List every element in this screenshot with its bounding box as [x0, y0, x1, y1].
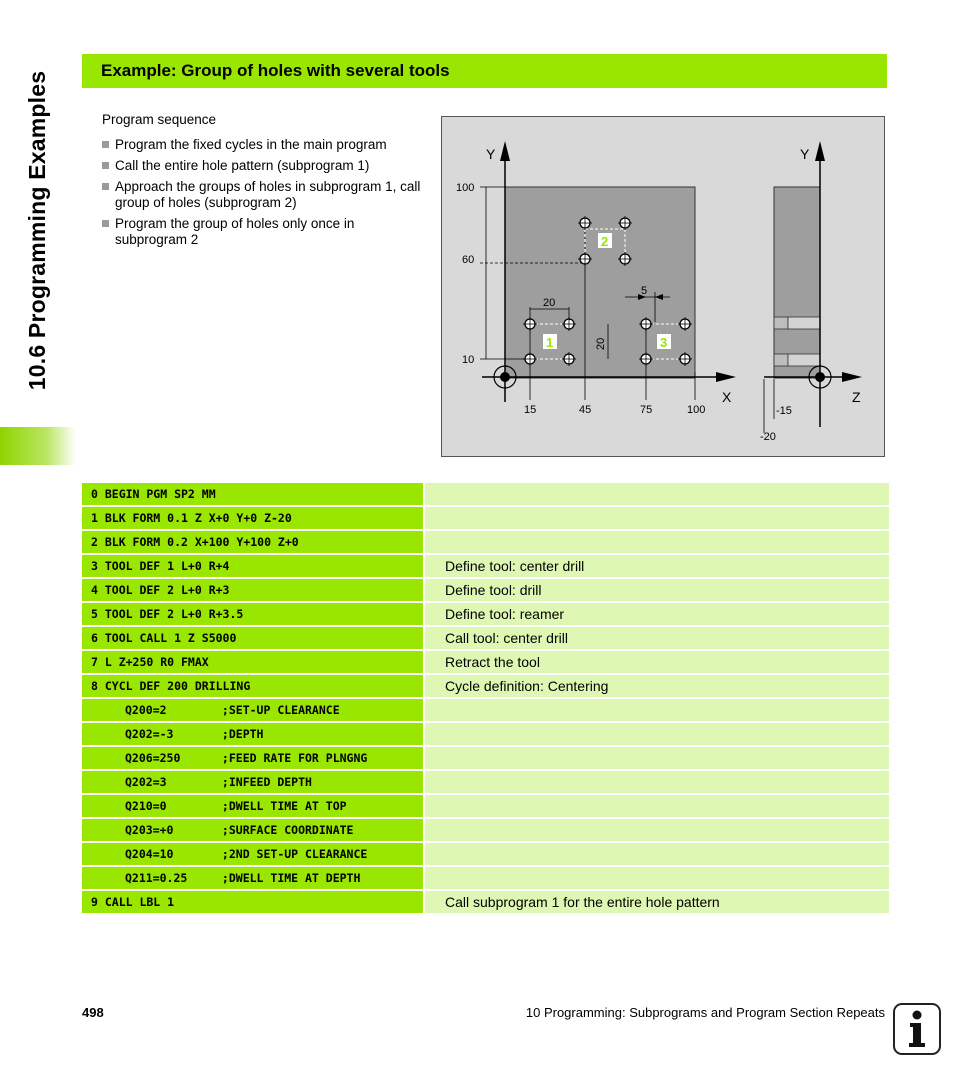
program-row [82, 867, 889, 889]
program-row [82, 843, 889, 865]
chapter-side-title [10, 40, 66, 420]
program-code: 9 CALL LBL 1 [82, 891, 423, 913]
program-row [82, 603, 889, 625]
program-comment: Define tool: drill [425, 579, 889, 601]
axis-y-side-label: Y [800, 146, 810, 162]
program-row [82, 483, 889, 505]
info-icon-glyph [902, 1009, 932, 1049]
z-label-20: -20 [760, 431, 776, 443]
program-row [82, 651, 889, 673]
program-row [82, 747, 889, 769]
program-code: 8 CYCL DEF 200 DRILLING [82, 675, 423, 697]
program-comment: Cycle definition: Centering [425, 675, 889, 697]
dim-20-v-label: 20 [595, 337, 607, 350]
program-code: Q204=10 ;2ND SET-UP CLEARANCE [82, 843, 423, 865]
intro-bullet: Approach the groups of holes in subprogram 1, call group of holes (subprogram 2) [102, 179, 422, 211]
program-code: 3 TOOL DEF 1 L+0 R+4 [82, 555, 423, 577]
program-comment [425, 483, 889, 505]
z-axis-arrow [842, 372, 862, 382]
origin-marker-dot [500, 372, 510, 382]
program-code: Q211=0.25 ;DWELL TIME AT DEPTH [82, 867, 423, 889]
program-comment: Call tool: center drill [425, 627, 889, 649]
y-axis-arrow [500, 141, 510, 161]
origin-marker-side-dot [815, 372, 825, 382]
program-listing [82, 483, 889, 915]
side-y-axis-arrow [815, 141, 825, 161]
section-header [82, 54, 887, 88]
program-comment [425, 699, 889, 721]
program-row [82, 819, 889, 841]
program-row [82, 771, 889, 793]
program-code: Q202=-3 ;DEPTH [82, 723, 423, 745]
x-label-15: 15 [524, 404, 537, 416]
program-code: Q206=250 ;FEED RATE FOR PLNGNG [82, 747, 423, 769]
program-comment [425, 531, 889, 553]
x-label-100: 100 [687, 404, 706, 416]
intro-text [102, 112, 422, 253]
y-label-60: 60 [462, 254, 475, 266]
y-label-100: 100 [456, 182, 475, 194]
x-axis-arrow [716, 372, 736, 382]
program-row [82, 795, 889, 817]
x-label-45: 45 [579, 404, 592, 416]
intro-list [102, 137, 422, 248]
drawing-svg [442, 117, 886, 458]
program-row [82, 699, 889, 721]
program-comment [425, 723, 889, 745]
page-number: 498 [82, 1005, 104, 1020]
program-row [82, 531, 889, 553]
program-row [82, 507, 889, 529]
program-code: 7 L Z+250 R0 FMAX [82, 651, 423, 673]
chapter-tab-marker [0, 427, 76, 465]
group-2-label: 2 [601, 234, 609, 249]
program-comment [425, 771, 889, 793]
intro-bullet: Program the group of holes only once in subprogram 2 [102, 216, 422, 248]
program-comment [425, 867, 889, 889]
program-code: Q202=3 ;INFEED DEPTH [82, 771, 423, 793]
program-row [82, 627, 889, 649]
axis-x-label: X [722, 389, 732, 405]
group-1-label: 1 [546, 335, 554, 350]
program-row [82, 723, 889, 745]
program-comment: Call subprogram 1 for the entire hole pattern [425, 891, 889, 913]
dim-20-h-label: 20 [543, 297, 556, 309]
program-row [82, 579, 889, 601]
program-comment [425, 747, 889, 769]
program-code: 6 TOOL CALL 1 Z S5000 [82, 627, 423, 649]
program-comment: Define tool: reamer [425, 603, 889, 625]
footer-chapter: 10 Programming: Subprograms and Program Section Repeats [525, 1005, 885, 1020]
side-hole [774, 317, 788, 329]
program-comment [425, 843, 889, 865]
program-comment [425, 819, 889, 841]
side-hole [788, 317, 820, 329]
program-row [82, 675, 889, 697]
dim-5-label: 5 [641, 285, 648, 297]
z-label-15: -15 [776, 405, 792, 417]
program-comment [425, 507, 889, 529]
workpiece-side [774, 187, 820, 378]
group-3-label: 3 [660, 335, 668, 350]
program-comment: Retract the tool [425, 651, 889, 673]
program-code: 0 BEGIN PGM SP2 MM [82, 483, 423, 505]
program-row [82, 891, 889, 913]
program-comment: Define tool: center drill [425, 555, 889, 577]
chapter-side-title-text: 10.6 Programming Examples [24, 70, 51, 390]
intro-heading: Program sequence [102, 112, 217, 127]
program-code: Q200=2 ;SET-UP CLEARANCE [82, 699, 423, 721]
axis-y-label: Y [486, 146, 496, 162]
program-code: 4 TOOL DEF 2 L+0 R+3 [82, 579, 423, 601]
x-label-75: 75 [640, 404, 653, 416]
side-hole [774, 354, 788, 366]
program-code: 1 BLK FORM 0.1 Z X+0 Y+0 Z-20 [82, 507, 423, 529]
program-code: Q203=+0 ;SURFACE COORDINATE [82, 819, 423, 841]
program-comment [425, 795, 889, 817]
program-code: Q210=0 ;DWELL TIME AT TOP [82, 795, 423, 817]
side-hole [788, 354, 820, 366]
intro-bullet: Program the fixed cycles in the main program [102, 137, 422, 153]
info-icon [893, 1003, 941, 1055]
axis-z-label: Z [852, 389, 861, 405]
section-title: Example: Group of holes with several tools [101, 61, 450, 80]
intro-bullet: Call the entire hole pattern (subprogram 1) [102, 158, 422, 174]
y-label-10: 10 [462, 354, 475, 366]
program-code: 5 TOOL DEF 2 L+0 R+3.5 [82, 603, 423, 625]
program-row [82, 555, 889, 577]
program-code: 2 BLK FORM 0.2 X+100 Y+100 Z+0 [82, 531, 423, 553]
hole-pattern-drawing [441, 116, 885, 457]
